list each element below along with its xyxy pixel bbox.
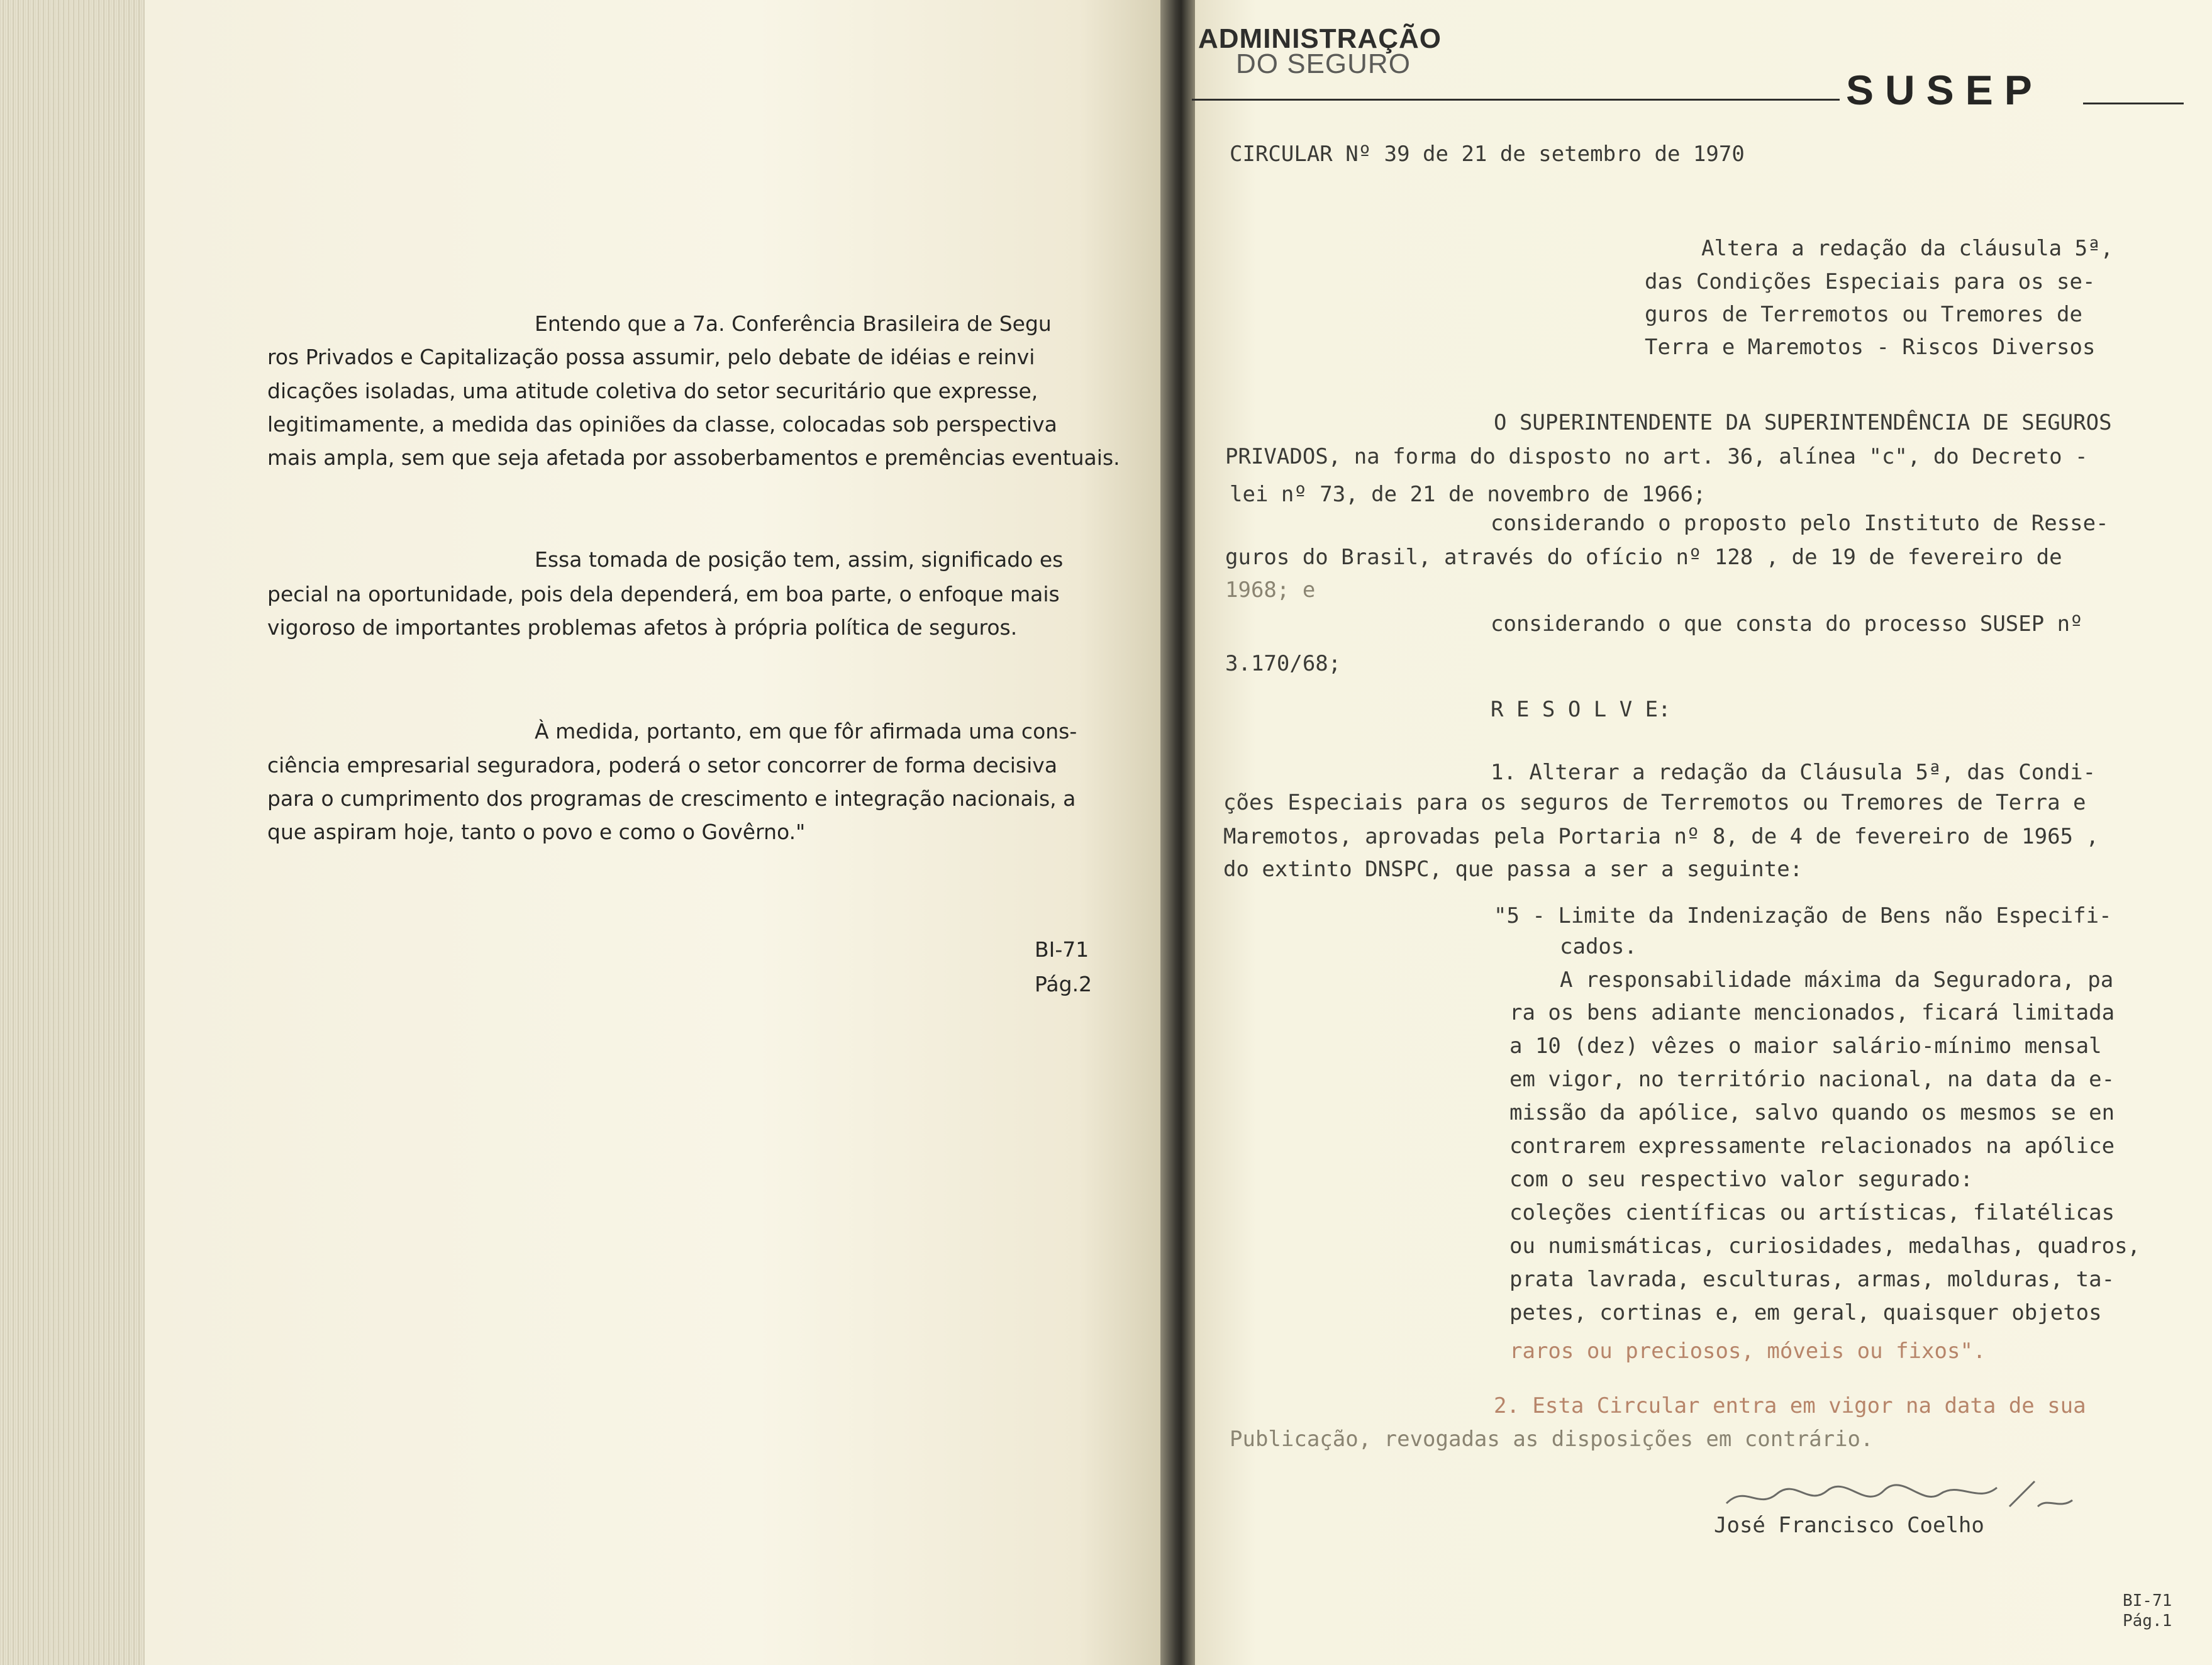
right-footer-code: BI-71 — [2123, 1591, 2172, 1610]
right-footer-page: Pág.1 — [2123, 1612, 2172, 1630]
preamble-line-6: 1968; e — [1225, 577, 1316, 603]
clause-body-line-1: A responsabilidade máxima da Seguradora, pa — [1560, 967, 2114, 993]
left-footer-page: Pág.2 — [1035, 972, 1092, 996]
clause-title-line-2: cados. — [1560, 934, 1637, 959]
letterhead-line-1: ADMINISTRAÇÃO — [1198, 23, 1442, 54]
summary-line-4: Terra e Maremotos - Riscos Diversos — [1645, 335, 2096, 360]
clause-body-line-11: petes, cortinas e, em geral, quaisquer objetos — [1509, 1300, 2102, 1325]
left-footer-code: BI-71 — [1035, 937, 1089, 962]
resolve-heading: R E S O L V E: — [1491, 697, 1671, 722]
para1-line-1 — [535, 311, 1088, 336]
para3-line-3: para o cumprimento dos programas de crescimento e integração nacionais, a — [267, 786, 1076, 811]
para1-line-2: ros Privados e Capitalização possa assumir, pelo debate de idéias e reinvi — [267, 345, 1035, 369]
letterhead-line-2: DO SEGURO — [1236, 48, 1411, 79]
para2-line-3: vigoroso de importantes problemas afetos à própria política de seguros. — [267, 615, 1018, 640]
book-page-edges — [0, 0, 148, 1665]
item1-line-3: Maremotos, aprovadas pela Portaria nº 8, de 4 de fevereiro de 1965 , — [1223, 824, 2099, 849]
preamble-line-2: PRIVADOS, na forma do disposto no art. 36, alínea "c", do Decreto - — [1225, 444, 2088, 469]
para3-line-1: À medida, portanto, em que fôr afirmada uma cons- — [535, 719, 1077, 743]
para2-line-2: pecial na oportunidade, pois dela dependerá, em boa parte, o enfoque mais — [267, 582, 1060, 606]
clause-body-line-8: coleções científicas ou artísticas, filatélicas — [1509, 1200, 2115, 1225]
para2-line-1: Essa tomada de posição tem, assim, significado es — [535, 547, 1064, 572]
item2-line-1: 2. Esta Circular entra em vigor na data de sua — [1494, 1393, 2086, 1418]
preamble-line-4: considerando o proposto pelo Instituto de Resse- — [1491, 511, 2109, 536]
text-line: Entendo que a 7a. Conferência Brasileira de Segu — [535, 311, 1052, 336]
item1-line-2: ções Especiais para os seguros de Terremotos ou Tremores de Terra e — [1223, 790, 2086, 815]
book-gutter — [1160, 0, 1195, 1665]
preamble-line-8: 3.170/68; — [1225, 651, 1342, 676]
clause-body-line-3: a 10 (dez) vêzes o maior salário-mínimo mensal — [1509, 1033, 2102, 1059]
para1-line-3: dicações isoladas, uma atitude coletiva do setor securitário que expresse, — [267, 379, 1038, 403]
handwritten-signature — [1720, 1472, 2098, 1522]
para1-line-5: mais ampla, sem que seja afetada por assoberbamentos e premências eventuais. — [267, 445, 1120, 470]
preamble-line-1: O SUPERINTENDENTE DA SUPERINTENDÊNCIA DE SEGUROS — [1494, 410, 2112, 435]
para1-line-4: legitimamente, a medida das opiniões da classe, colocadas sob perspectiva — [267, 412, 1057, 437]
preamble-line-5: guros do Brasil, através do ofício nº 128 , de 19 de fevereiro de — [1225, 545, 2062, 570]
clause-body-line-4: em vigor, no território nacional, na data da e- — [1509, 1067, 2115, 1092]
clause-body-line-9: ou numismáticas, curiosidades, medalhas, quadros, — [1509, 1233, 2141, 1259]
item1-line-4: do extinto DNSPC, que passa a ser a seguinte: — [1223, 857, 1803, 882]
para3-line-4: que aspiram hoje, tanto o povo e como o Govêrno." — [267, 820, 806, 844]
clause-body-line-10: prata lavrada, esculturas, armas, molduras, ta- — [1509, 1267, 2115, 1292]
preamble-line-3: lei nº 73, de 21 de novembro de 1966; — [1230, 482, 1706, 507]
header-rule-right — [2083, 103, 2184, 104]
letterhead-administracao — [1198, 23, 1442, 79]
preamble-line-7: considerando o que consta do processo SUSEP nº — [1491, 611, 2083, 637]
para3-line-2: ciência empresarial seguradora, poderá o setor concorrer de forma decisiva — [267, 753, 1058, 777]
header-rule-left — [1192, 99, 1840, 101]
item2-line-2: Publicação, revogadas as disposições em contrário. — [1230, 1427, 1874, 1452]
clause-body-line-12: raros ou preciosos, móveis ou fixos". — [1509, 1339, 1986, 1364]
clause-body-line-7: com o seu respectivo valor segurado: — [1509, 1167, 1973, 1192]
summary-line-1: Altera a redação da cláusula 5ª, — [1701, 236, 2114, 261]
item1-line-1: 1. Alterar a redação da Cláusula 5ª, das Condi- — [1491, 760, 2096, 785]
signatory-name: José Francisco Coelho — [1714, 1513, 1984, 1538]
susep-logo: SUSEP — [1846, 67, 2043, 113]
summary-line-2: das Condições Especiais para os se- — [1645, 269, 2096, 294]
clause-body-line-5: missão da apólice, salvo quando os mesmos se en — [1509, 1100, 2115, 1125]
clause-body-line-6: contrarem expressamente relacionados na apólice — [1509, 1133, 2115, 1159]
clause-title-line-1: "5 - Limite da Indenização de Bens não Especifi- — [1494, 903, 2112, 928]
summary-line-3: guros de Terremotos ou Tremores de — [1645, 302, 2082, 327]
circular-title: CIRCULAR Nº 39 de 21 de setembro de 1970 — [1230, 142, 1745, 167]
clause-body-line-2: ra os bens adiante mencionados, ficará limitada — [1509, 1000, 2115, 1025]
